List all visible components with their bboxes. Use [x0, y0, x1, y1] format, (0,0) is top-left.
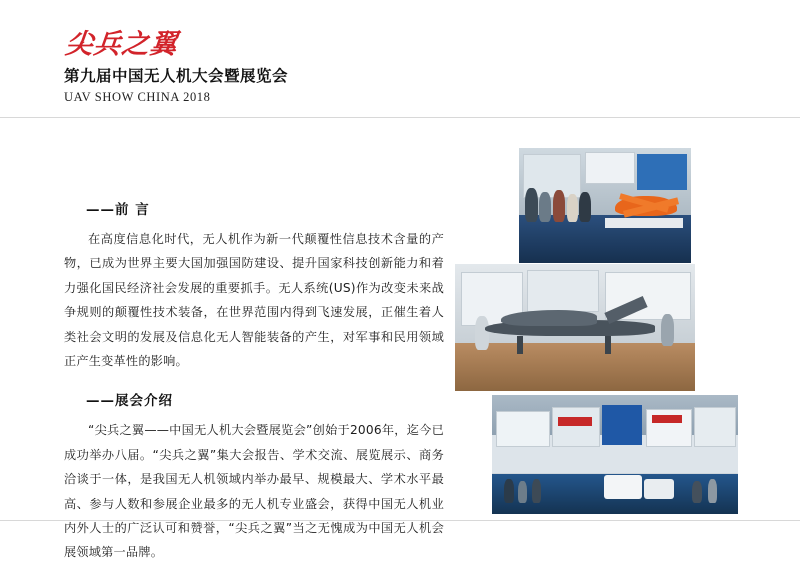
brand-block: [64, 30, 484, 105]
section-paragraph-exhibition-intro: “尖兵之翼——中国无人机大会暨展览会”创始于2006年，迄今已成功举办八届。“尖兵之翼”集大会报告、学术交流、展览展示、商务洽谈于一体，是我国无人机领域内举办最早、规模最大、学术水平最高、参与人数和参展企业最多的无人机专业盛会，获得中国无人机业内外人士的广泛认可和赞誉，“尖兵之翼”当之无愧成为中国无人机会展领域第一品牌。: [64, 423, 444, 560]
section-exhibition-intro: [64, 389, 444, 564]
event-title-en: UAV SHOW CHINA 2018: [64, 89, 211, 104]
photo-orange-uav: [519, 148, 691, 263]
photo-grey-uav: [455, 264, 695, 391]
footer-divider: [0, 520, 800, 521]
section-preface: [64, 198, 444, 373]
document-header: [0, 0, 800, 118]
logo-wordmark: 尖兵之翼: [63, 29, 180, 60]
section-paragraph-preface: 在高度信息化时代，无人机作为新一代颠覆性信息技术含量的产物，已成为世界主要大国加强国防建设、提升国家科技创新能力和着力强化国民经济社会发展的重要抓手。无人系统(US)作为改变未来战争规则的颠覆性技术装备，在世界范围内得到飞速发展，正催生着人类社会文明的发展及信息化无人智能装备的产生，对军事和民用领域正产生变革性的影响。: [64, 232, 444, 369]
section-heading-exhibition-intro: ——展会介绍: [86, 393, 173, 410]
header-divider: [0, 117, 800, 118]
section-heading-preface: ——前 言: [86, 202, 150, 218]
article-body: [64, 198, 444, 581]
event-title-cn: 第九届中国无人机大会暨展览会: [64, 66, 289, 85]
photo-exhibition-hall: [492, 395, 738, 514]
